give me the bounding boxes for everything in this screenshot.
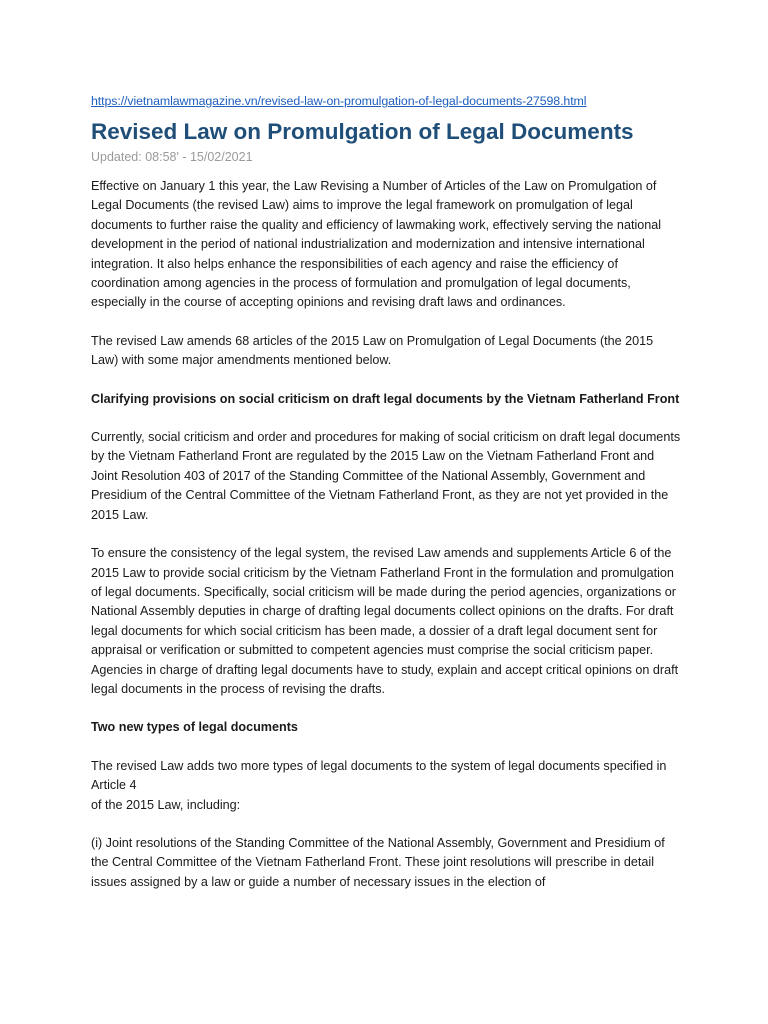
paragraph-new-types-line-2: of the 2015 Law, including: <box>91 797 241 812</box>
section-heading-social-criticism: Clarifying provisions on social criticism on draft legal documents by the Vietnam Fatherland Front <box>91 391 680 406</box>
updated-timestamp: Updated: 08:58' - 15/02/2021 <box>91 150 253 164</box>
paragraph-new-types-line-1: The revised Law adds two more types of legal documents to the system of legal documents specified in Article 4 <box>91 758 667 793</box>
section-heading-new-types: Two new types of legal documents <box>91 720 298 735</box>
article-title: Revised Law on Promulgation of Legal Documents <box>91 119 634 144</box>
paragraph-new-types <box>91 757 683 815</box>
paragraph-consistency: To ensure the consistency of the legal system, the revised Law amends and supplements Article 6 of the 2015 Law to provide social criticism by the Vietnam Fatherland Front in the formulation and promulgation of legal documents. Specifically, social criticism will be made during the period agencies, organizations or National Assembly deputies in charge of drafting legal documents collect opinions on the drafts. For draft legal documents for which social criticism has been made, a dossier of a draft legal document sent for appraisal or verification or submitted to competent agencies must comprise the social criticism paper. Agencies in charge of drafting legal documents have to study, explain and accept critical opinions on draft legal documents in the process of revising the drafts. <box>91 546 679 696</box>
source-url-link[interactable]: https://vietnamlawmagazine.vn/revised-law-on-promulgation-of-legal-documents-27598.html <box>91 94 587 108</box>
paragraph-amendments: The revised Law amends 68 articles of the 2015 Law on Promulgation of Legal Documents (the 2015 Law) with some major amendments mentioned below. <box>91 333 654 368</box>
document-page <box>91 92 683 892</box>
paragraph-joint-resolutions: (i) Joint resolutions of the Standing Committee of the National Assembly, Government and Presidium of the Central Committee of the Vietnam Fatherland Front. These joint resolutions will prescribe in detail issues assigned by a law or guide a number of necessary issues in the election of <box>91 835 665 889</box>
paragraph-current-regulation: Currently, social criticism and order and procedures for making of social criticism on draft legal documents by the Vietnam Fatherland Front are regulated by the 2015 Law on the Vietnam Fatherland Front and Joint Resolution 403 of 2017 of the Standing Committee of the National Assembly, Government and Presidium of the Central Committee of the Vietnam Fatherland Front, as they are not yet provided in the 2015 Law. <box>91 430 681 522</box>
paragraph-intro: Effective on January 1 this year, the Law Revising a Number of Articles of the Law on Promulgation of Legal Documents (the revised Law) aims to improve the legal framework on promulgation of legal documents to further raise the quality and efficiency of lawmaking work, effectively serving the national development in the period of national industrialization and modernization and intensive international integration. It also helps enhance the responsibilities of each agency and raise the efficiency of coordination among agencies in the process of formulation and promulgation of legal documents, especially in the course of accepting opinions and revising draft laws and ordinances. <box>91 179 662 310</box>
